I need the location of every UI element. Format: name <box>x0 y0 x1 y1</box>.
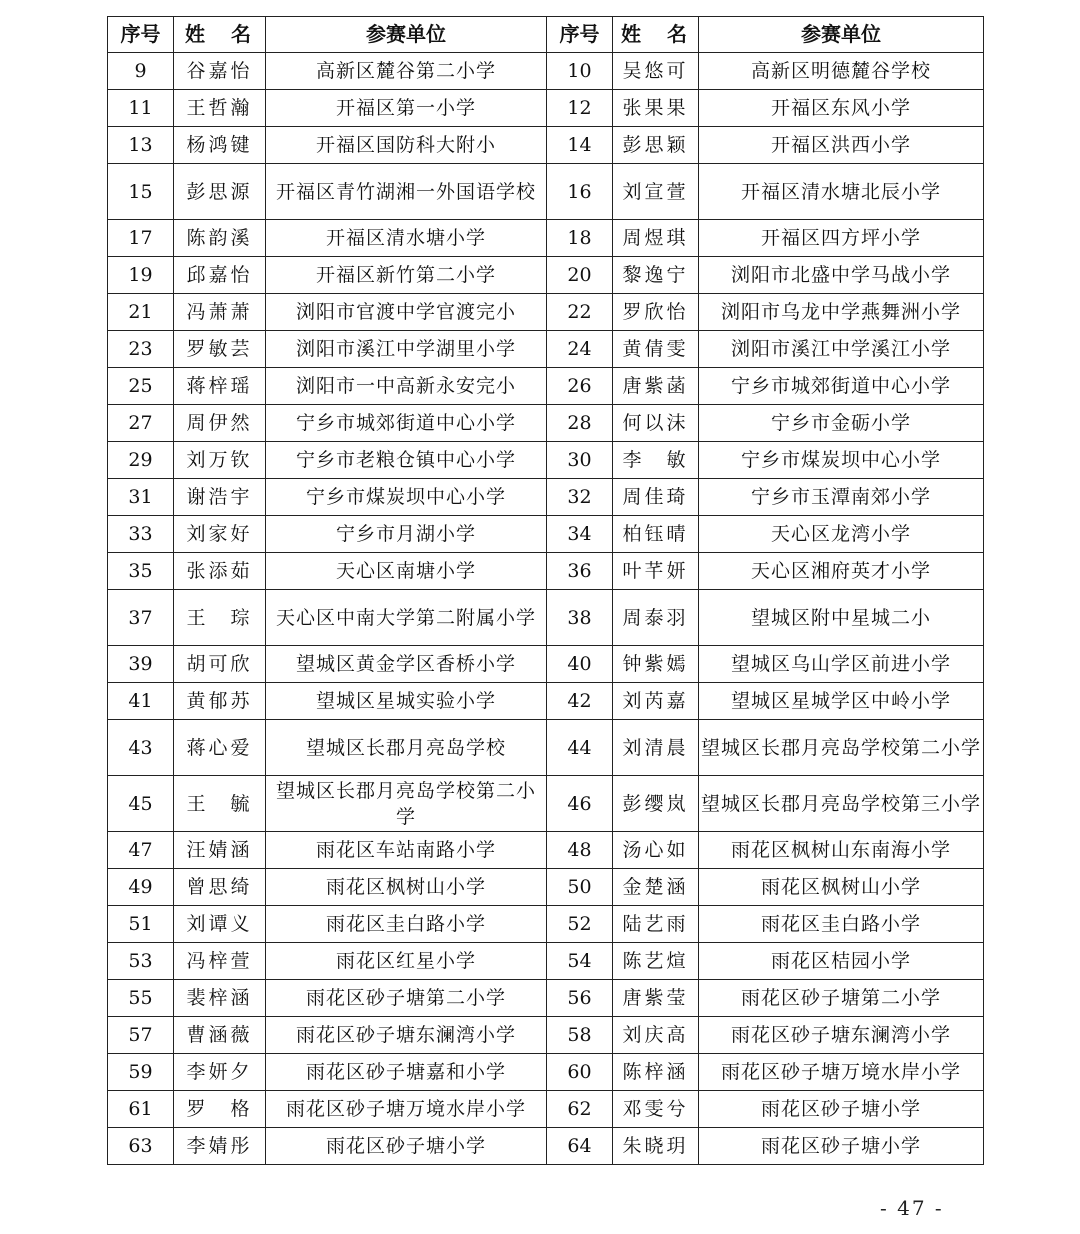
cell-unit: 望城区长郡月亮岛学校第二小学 <box>699 720 984 776</box>
header-name: 姓 名 <box>613 17 699 53</box>
cell-no: 9 <box>108 53 174 90</box>
header-no: 序号 <box>108 17 174 53</box>
table-row <box>108 442 984 479</box>
cell-name: 陈艺煊 <box>613 943 699 980</box>
cell-unit: 雨花区砂子塘嘉和小学 <box>266 1054 547 1091</box>
cell-no: 62 <box>547 1091 613 1128</box>
cell-no: 31 <box>108 479 174 516</box>
cell-name: 冯萧萧 <box>174 294 266 331</box>
cell-name: 杨鸿键 <box>174 127 266 164</box>
cell-name: 裴梓涵 <box>174 980 266 1017</box>
cell-name: 彭思源 <box>174 164 266 220</box>
cell-name: 胡可欣 <box>174 646 266 683</box>
cell-unit: 望城区乌山学区前进小学 <box>699 646 984 683</box>
cell-name: 陆艺雨 <box>613 906 699 943</box>
cell-no: 13 <box>108 127 174 164</box>
table-row <box>108 53 984 90</box>
cell-no: 63 <box>108 1128 174 1165</box>
cell-name: 刘清晨 <box>613 720 699 776</box>
cell-no: 17 <box>108 220 174 257</box>
cell-unit: 雨花区砂子塘万境水岸小学 <box>266 1091 547 1128</box>
cell-unit: 雨花区枫树山东南海小学 <box>699 832 984 869</box>
cell-unit: 开福区东风小学 <box>699 90 984 127</box>
table-row <box>108 516 984 553</box>
cell-name: 罗 格 <box>174 1091 266 1128</box>
table-row <box>108 590 984 646</box>
cell-unit: 浏阳市溪江中学溪江小学 <box>699 331 984 368</box>
cell-no: 37 <box>108 590 174 646</box>
cell-name: 黄郁苏 <box>174 683 266 720</box>
table-row <box>108 646 984 683</box>
cell-unit: 雨花区砂子塘第二小学 <box>699 980 984 1017</box>
cell-unit: 高新区明德麓谷学校 <box>699 53 984 90</box>
cell-no: 10 <box>547 53 613 90</box>
table-row <box>108 405 984 442</box>
cell-name: 王 毓 <box>174 776 266 832</box>
table-row <box>108 1128 984 1165</box>
table-row <box>108 294 984 331</box>
cell-no: 24 <box>547 331 613 368</box>
cell-unit: 宁乡市煤炭坝中心小学 <box>699 442 984 479</box>
table-row <box>108 257 984 294</box>
page-number: - 47 - <box>880 1196 944 1220</box>
cell-unit: 雨花区枫树山小学 <box>699 869 984 906</box>
table-row <box>108 90 984 127</box>
cell-name: 冯梓萱 <box>174 943 266 980</box>
cell-no: 56 <box>547 980 613 1017</box>
cell-name: 周泰羽 <box>613 590 699 646</box>
cell-unit: 宁乡市城郊街道中心小学 <box>699 368 984 405</box>
cell-no: 58 <box>547 1017 613 1054</box>
cell-unit: 望城区长郡月亮岛学校第二小学 <box>266 776 547 832</box>
table-row <box>108 368 984 405</box>
header-name: 姓 名 <box>174 17 266 53</box>
cell-no: 50 <box>547 869 613 906</box>
table-row <box>108 164 984 220</box>
cell-unit: 雨花区枫树山小学 <box>266 869 547 906</box>
cell-no: 57 <box>108 1017 174 1054</box>
cell-no: 25 <box>108 368 174 405</box>
cell-unit: 开福区清水塘北辰小学 <box>699 164 984 220</box>
cell-unit: 开福区清水塘小学 <box>266 220 547 257</box>
cell-name: 蒋梓瑶 <box>174 368 266 405</box>
table-row <box>108 869 984 906</box>
cell-unit: 开福区四方坪小学 <box>699 220 984 257</box>
cell-unit: 浏阳市北盛中学马战小学 <box>699 257 984 294</box>
cell-unit: 天心区湘府英才小学 <box>699 553 984 590</box>
cell-name: 钟紫嫣 <box>613 646 699 683</box>
cell-name: 周佳琦 <box>613 479 699 516</box>
cell-no: 64 <box>547 1128 613 1165</box>
cell-no: 59 <box>108 1054 174 1091</box>
cell-name: 柏钰晴 <box>613 516 699 553</box>
cell-no: 43 <box>108 720 174 776</box>
header-no: 序号 <box>547 17 613 53</box>
cell-no: 32 <box>547 479 613 516</box>
table-row <box>108 331 984 368</box>
cell-name: 刘谭义 <box>174 906 266 943</box>
cell-unit: 开福区国防科大附小 <box>266 127 547 164</box>
cell-no: 60 <box>547 1054 613 1091</box>
cell-no: 30 <box>547 442 613 479</box>
table-row <box>108 683 984 720</box>
cell-unit: 雨花区砂子塘小学 <box>266 1128 547 1165</box>
cell-no: 16 <box>547 164 613 220</box>
table-row <box>108 479 984 516</box>
cell-name: 谷嘉怡 <box>174 53 266 90</box>
cell-unit: 宁乡市煤炭坝中心小学 <box>266 479 547 516</box>
cell-name: 王 琮 <box>174 590 266 646</box>
table-row <box>108 906 984 943</box>
cell-unit: 开福区青竹湖湘一外国语学校 <box>266 164 547 220</box>
cell-no: 11 <box>108 90 174 127</box>
table-row <box>108 220 984 257</box>
cell-name: 彭思颖 <box>613 127 699 164</box>
cell-unit: 雨花区砂子塘东澜湾小学 <box>699 1017 984 1054</box>
cell-name: 罗欣怡 <box>613 294 699 331</box>
cell-unit: 宁乡市金砺小学 <box>699 405 984 442</box>
cell-name: 唐紫莹 <box>613 980 699 1017</box>
cell-name: 周伊然 <box>174 405 266 442</box>
cell-no: 19 <box>108 257 174 294</box>
cell-unit: 宁乡市玉潭南郊小学 <box>699 479 984 516</box>
cell-no: 52 <box>547 906 613 943</box>
cell-unit: 高新区麓谷第二小学 <box>266 53 547 90</box>
table-row <box>108 776 984 832</box>
cell-no: 49 <box>108 869 174 906</box>
cell-name: 王哲瀚 <box>174 90 266 127</box>
cell-name: 叶芊妍 <box>613 553 699 590</box>
cell-no: 20 <box>547 257 613 294</box>
cell-unit: 雨花区车站南路小学 <box>266 832 547 869</box>
cell-no: 41 <box>108 683 174 720</box>
cell-no: 12 <box>547 90 613 127</box>
cell-unit: 天心区龙湾小学 <box>699 516 984 553</box>
cell-no: 15 <box>108 164 174 220</box>
cell-unit: 雨花区桔园小学 <box>699 943 984 980</box>
cell-no: 18 <box>547 220 613 257</box>
cell-name: 汪婧涵 <box>174 832 266 869</box>
cell-no: 33 <box>108 516 174 553</box>
cell-no: 40 <box>547 646 613 683</box>
cell-name: 李婧彤 <box>174 1128 266 1165</box>
cell-unit: 雨花区圭白路小学 <box>699 906 984 943</box>
cell-name: 彭缨岚 <box>613 776 699 832</box>
cell-no: 61 <box>108 1091 174 1128</box>
cell-unit: 雨花区砂子塘小学 <box>699 1128 984 1165</box>
table-row <box>108 127 984 164</box>
cell-unit: 雨花区砂子塘东澜湾小学 <box>266 1017 547 1054</box>
cell-no: 28 <box>547 405 613 442</box>
cell-name: 曹涵薇 <box>174 1017 266 1054</box>
cell-no: 48 <box>547 832 613 869</box>
cell-name: 陈梓涵 <box>613 1054 699 1091</box>
cell-name: 黄倩雯 <box>613 331 699 368</box>
cell-unit: 望城区长郡月亮岛学校第三小学 <box>699 776 984 832</box>
cell-unit: 雨花区砂子塘第二小学 <box>266 980 547 1017</box>
cell-no: 29 <box>108 442 174 479</box>
cell-name: 黎逸宁 <box>613 257 699 294</box>
cell-unit: 望城区星城实验小学 <box>266 683 547 720</box>
cell-no: 22 <box>547 294 613 331</box>
cell-unit: 开福区洪西小学 <box>699 127 984 164</box>
table-row <box>108 980 984 1017</box>
cell-unit: 宁乡市月湖小学 <box>266 516 547 553</box>
cell-unit: 望城区黄金学区香桥小学 <box>266 646 547 683</box>
cell-no: 27 <box>108 405 174 442</box>
cell-name: 周煜琪 <box>613 220 699 257</box>
cell-unit: 雨花区圭白路小学 <box>266 906 547 943</box>
cell-unit: 宁乡市城郊街道中心小学 <box>266 405 547 442</box>
cell-no: 47 <box>108 832 174 869</box>
cell-no: 51 <box>108 906 174 943</box>
cell-no: 54 <box>547 943 613 980</box>
table-row <box>108 832 984 869</box>
cell-no: 14 <box>547 127 613 164</box>
cell-name: 张添茹 <box>174 553 266 590</box>
cell-unit: 浏阳市溪江中学湖里小学 <box>266 331 547 368</box>
cell-no: 39 <box>108 646 174 683</box>
cell-no: 38 <box>547 590 613 646</box>
table-row <box>108 943 984 980</box>
roster-body <box>108 53 984 1165</box>
cell-unit: 开福区第一小学 <box>266 90 547 127</box>
cell-no: 53 <box>108 943 174 980</box>
cell-name: 刘万钦 <box>174 442 266 479</box>
cell-unit: 浏阳市乌龙中学燕舞洲小学 <box>699 294 984 331</box>
cell-no: 55 <box>108 980 174 1017</box>
header-unit: 参赛单位 <box>699 17 984 53</box>
cell-name: 谢浩宇 <box>174 479 266 516</box>
cell-name: 何以沫 <box>613 405 699 442</box>
cell-name: 吴悠可 <box>613 53 699 90</box>
cell-unit: 雨花区砂子塘万境水岸小学 <box>699 1054 984 1091</box>
cell-name: 唐紫菡 <box>613 368 699 405</box>
cell-name: 刘芮嘉 <box>613 683 699 720</box>
cell-no: 36 <box>547 553 613 590</box>
cell-no: 45 <box>108 776 174 832</box>
cell-unit: 望城区附中星城二小 <box>699 590 984 646</box>
cell-unit: 天心区中南大学第二附属小学 <box>266 590 547 646</box>
cell-name: 张果果 <box>613 90 699 127</box>
cell-unit: 望城区长郡月亮岛学校 <box>266 720 547 776</box>
cell-name: 邱嘉怡 <box>174 257 266 294</box>
header-row <box>108 17 984 53</box>
cell-no: 46 <box>547 776 613 832</box>
cell-no: 44 <box>547 720 613 776</box>
cell-no: 34 <box>547 516 613 553</box>
cell-no: 26 <box>547 368 613 405</box>
cell-name: 汤心如 <box>613 832 699 869</box>
table-row <box>108 1054 984 1091</box>
cell-name: 邓雯兮 <box>613 1091 699 1128</box>
cell-name: 刘庆高 <box>613 1017 699 1054</box>
cell-unit: 开福区新竹第二小学 <box>266 257 547 294</box>
cell-name: 金楚涵 <box>613 869 699 906</box>
cell-name: 朱晓玥 <box>613 1128 699 1165</box>
table-row <box>108 553 984 590</box>
cell-name: 蒋心爱 <box>174 720 266 776</box>
cell-name: 李 敏 <box>613 442 699 479</box>
cell-no: 21 <box>108 294 174 331</box>
cell-unit: 宁乡市老粮仓镇中心小学 <box>266 442 547 479</box>
cell-no: 35 <box>108 553 174 590</box>
cell-unit: 浏阳市官渡中学官渡完小 <box>266 294 547 331</box>
table-row <box>108 1017 984 1054</box>
cell-name: 李妍夕 <box>174 1054 266 1091</box>
header-unit: 参赛单位 <box>266 17 547 53</box>
cell-name: 刘宣萱 <box>613 164 699 220</box>
cell-unit: 天心区南塘小学 <box>266 553 547 590</box>
table-row <box>108 1091 984 1128</box>
cell-no: 23 <box>108 331 174 368</box>
roster-table <box>107 16 984 1165</box>
cell-name: 陈韵溪 <box>174 220 266 257</box>
cell-unit: 雨花区红星小学 <box>266 943 547 980</box>
cell-name: 罗敏芸 <box>174 331 266 368</box>
cell-name: 曾思绮 <box>174 869 266 906</box>
cell-name: 刘家好 <box>174 516 266 553</box>
cell-unit: 雨花区砂子塘小学 <box>699 1091 984 1128</box>
cell-unit: 望城区星城学区中岭小学 <box>699 683 984 720</box>
cell-no: 42 <box>547 683 613 720</box>
table-row <box>108 720 984 776</box>
cell-unit: 浏阳市一中高新永安完小 <box>266 368 547 405</box>
